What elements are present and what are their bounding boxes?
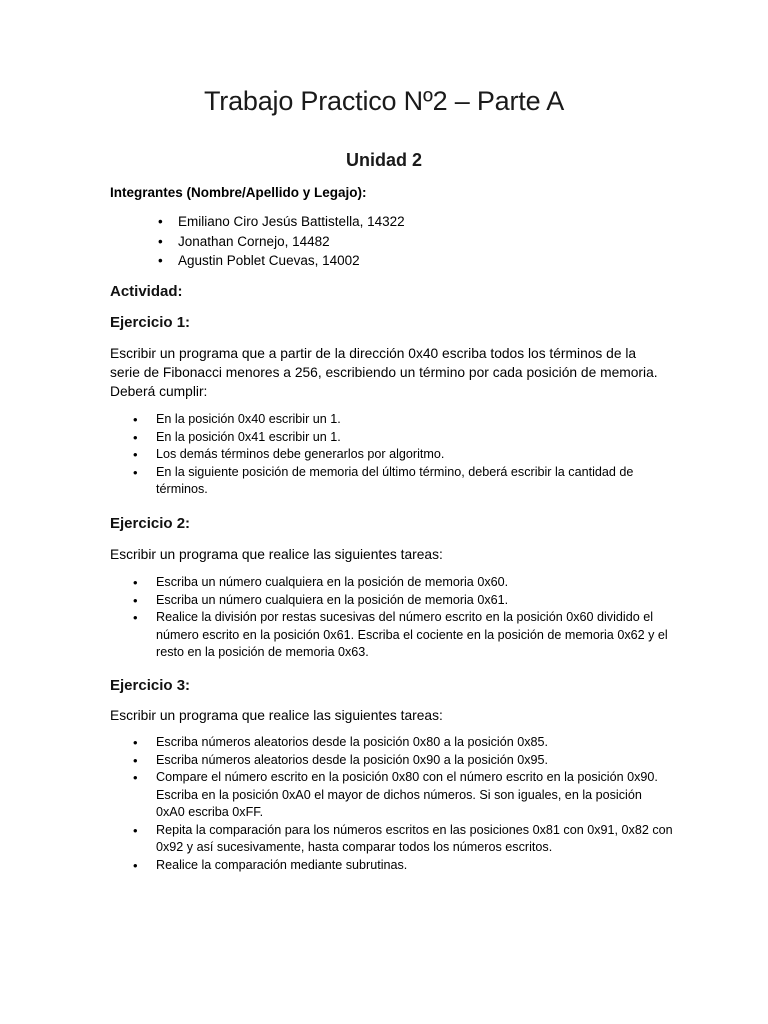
- exercise-1-heading: Ejercicio 1:: [110, 314, 191, 331]
- member-item: • Emiliano Ciro Jesús Battistella, 14322: [158, 212, 405, 232]
- activity-heading: Actividad:: [110, 283, 183, 300]
- exercise-3-item: • Escriba números aleatorios desde la posición 0x90 a la posición 0x95.: [133, 752, 673, 769]
- exercise-3-item: • Realice la comparación mediante subrutinas.: [133, 857, 673, 874]
- member-item: • Jonathan Cornejo, 14482: [158, 232, 405, 252]
- exercise-2-item: • Escriba un número cualquiera en la posición de memoria 0x60.: [133, 574, 673, 591]
- exercise-3-heading: Ejercicio 3:: [110, 677, 191, 694]
- exercise-1-intro: Escribir un programa que a partir de la dirección 0x40 escriba todos los términos de la serie de Fibonacci menores a 256, escribiendo un término por cada posición de memoria. Deberá cumplir:: [110, 346, 658, 399]
- exercise-1-item: • En la siguiente posición de memoria del último término, deberá escribir la cantidad de términos.: [133, 464, 673, 499]
- members-heading: Integrantes (Nombre/Apellido y Legajo):: [110, 185, 367, 200]
- member-item: • Agustin Poblet Cuevas, 14002: [158, 251, 405, 271]
- exercise-3-item: • Compare el número escrito en la posición 0x80 con el número escrito en la posición 0x90. Escriba en la posición 0xA0 el mayor de dichos números. Si son iguales, en la posición 0xA0 escriba 0xFF.: [133, 769, 673, 821]
- exercise-2-item: • Escriba un número cualquiera en la posición de memoria 0x61.: [133, 592, 673, 609]
- exercise-3-item: • Escriba números aleatorios desde la posición 0x80 a la posición 0x85.: [133, 734, 673, 751]
- exercise-1-item: • En la posición 0x40 escribir un 1.: [133, 411, 673, 428]
- exercise-1-item: • En la posición 0x41 escribir un 1.: [133, 429, 673, 446]
- exercise-3-item: • Repita la comparación para los números escritos en las posiciones 0x81 con 0x91, 0x82 con 0x92 y así sucesivamente, hasta comparar todos los números escritos.: [133, 822, 673, 857]
- exercise-3-intro: Escribir un programa que realice las siguientes tareas:: [110, 708, 443, 723]
- exercise-2-item: • Realice la división por restas sucesivas del número escrito en la posición 0x60 dividido el número escrito en la posición 0x61. Escriba el cociente en la posición de memoria 0x62 y el resto en la posición de memoria 0x63.: [133, 609, 673, 661]
- document-subtitle: Unidad 2: [345, 150, 422, 170]
- exercise-2-intro: Escribir un programa que realice las siguientes tareas:: [110, 547, 443, 562]
- exercise-2-list: [133, 574, 673, 662]
- exercise-1-list: [133, 411, 673, 499]
- exercise-2-heading: Ejercicio 2:: [110, 515, 191, 532]
- exercise-3-list: [133, 734, 673, 874]
- members-list: [158, 212, 405, 271]
- exercise-1-item: • Los demás términos debe generarlos por algoritmo.: [133, 446, 673, 463]
- document-title: Trabajo Practico Nº2 – Parte A: [203, 86, 565, 116]
